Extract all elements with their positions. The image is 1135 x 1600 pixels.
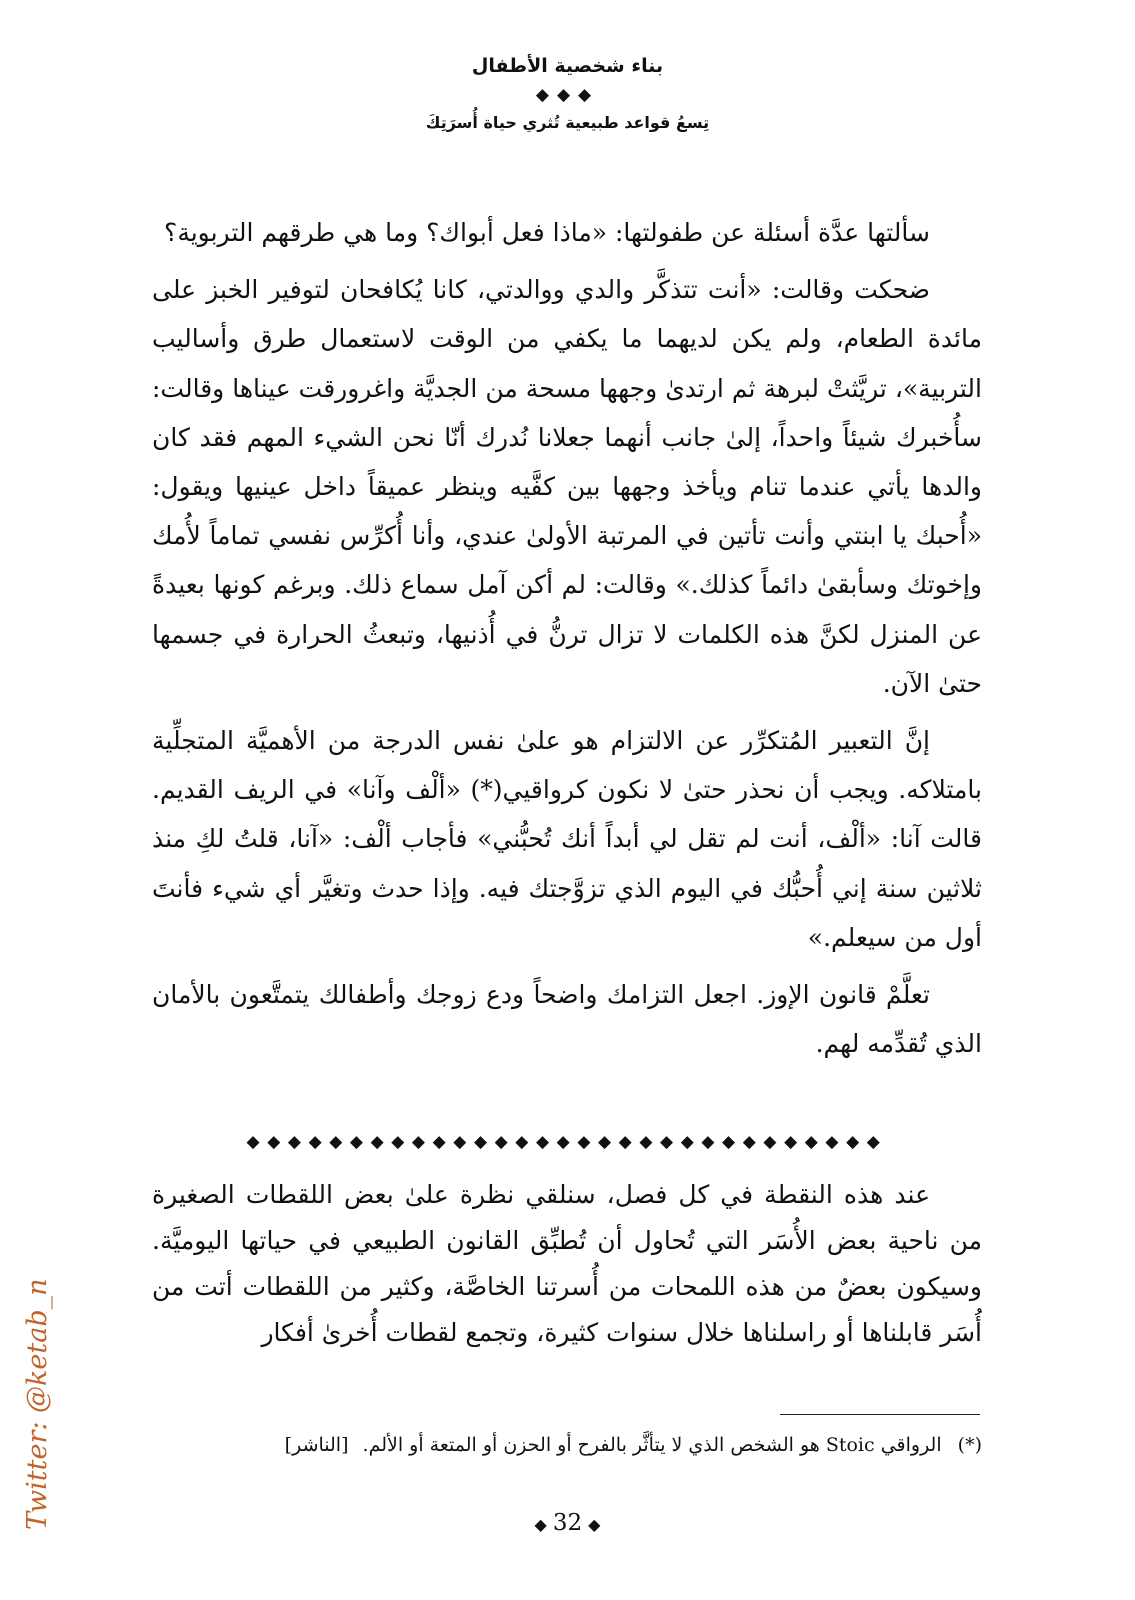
section-text (152, 1172, 982, 1356)
paragraph-2: ضحكت وقالت: «أنت تتذكَّر والدي ووالدتي، كانا يُكافحان لتوفير الخبز على مائدة الطعام، ولم يكن لديهما ما يكفي من الوقت لاستعمال طرق وأساليب التربية»، تريَّثتْ لبرهة ثم ارتدىٰ وجهها مسحة من الجديَّة واغرورقت عيناها وقالت: سأُخبرك شيئاً واحداً، إلىٰ جانب أنهما جعلانا نُدرك أنّا نحن الشيء المهم فقد كان والدها يأتي عندما تنام ويأخذ وجهها بين كفَّيه وينظر عميقاً داخل عينيها ويقول: «أُحبك يا ابنتي وأنت تأتين في المرتبة الأولىٰ عندي، وأنا أُكرِّس نفسي تماماً لأُمك وإخوتك وسأبقىٰ دائماً كذلك.» وقالت: لم أكن آمل سماع ذلك. وبرغم كونها بعيدةً عن المنزل لكنَّ هذه الكلمات لا تزال ترنُّ في أُذنيها، وتبعثُ الحرارة في جسمها حتىٰ الآن. (152, 275, 982, 698)
diamond-icon: ◆ (588, 1515, 601, 1534)
footnote-publisher: [الناشر] (284, 1434, 349, 1456)
book-title: بناء شخصية الأطفال (471, 55, 664, 77)
footnote-text: الرواقي Stoic هو الشخص الذي لا يتأثَّر بالفرح أو الحزن أو المتعة أو الألم. (362, 1434, 942, 1456)
header-ornament: ◆◆◆ (535, 85, 600, 105)
body-text (152, 208, 982, 1076)
footnote-marker: (*) (957, 1434, 982, 1456)
footnote-rule (780, 1414, 980, 1415)
page-footer (0, 1508, 1135, 1540)
section-paragraph: عند هذه النقطة في كل فصل، سنلقي نظرة علىٰ بعض اللقطات الصغيرة من ناحية بعض الأُسَر التي تُحاول أن تُطبِّق القانون الطبيعي في حياتها اليوميَّة. وسيكون بعضٌ من هذه اللمحات من أُسرتنا الخاصَّة، وكثير من اللقطات أتت من أُسَر قابلناها أو راسلناها خلال سنوات كثيرة، وتجمع لقطات أُخرىٰ أفكار (152, 1180, 982, 1347)
footnote (152, 1430, 982, 1460)
section-divider: ◆◆◆◆◆◆◆◆◆◆◆◆◆◆◆◆◆◆◆◆◆◆◆◆◆◆◆◆◆◆◆ (246, 1132, 888, 1152)
paragraph-3: إنَّ التعبير المُتكرِّر عن الالتزام هو علىٰ نفس الدرجة من الأهميَّة المتجلِّية بامتلاكه. ويجب أن نحذر حتىٰ لا نكون كرواقيي(*) «ألْف وآنا» في الريف القديم. قالت آنا: «ألْف، أنت لم تقل لي أبداً أنك تُحبُّني» فأجاب ألْف: «آنا، قلتُ لكِ منذ ثلاثين سنة إني أُحبُّك في اليوم الذي تزوَّجتك فيه. وإذا حدث وتغيَّر أي شيء فأنتَ أول من سيعلم.» (152, 726, 982, 952)
watermark: Twitter: @ketab_n (22, 1278, 53, 1530)
page-number: 32 (552, 1510, 583, 1536)
paragraph-4: تعلَّمْ قانون الإوز. اجعل التزامك واضحاً ودع زوجك وأطفالك يتمتَّعون بالأمان الذي تُقدِّمه لهم. (152, 980, 982, 1059)
chapter-title: تِسعُ قواعد طبيعية تُثري حياة أُسرَتِكَ (425, 113, 710, 132)
paragraph-1: سألتها عدَّة أسئلة عن طفولتها: «ماذا فعل أبواك؟ وما هي طرقهم التربوية؟ (164, 218, 930, 247)
running-header (0, 52, 1135, 136)
diamond-icon: ◆ (534, 1515, 547, 1534)
